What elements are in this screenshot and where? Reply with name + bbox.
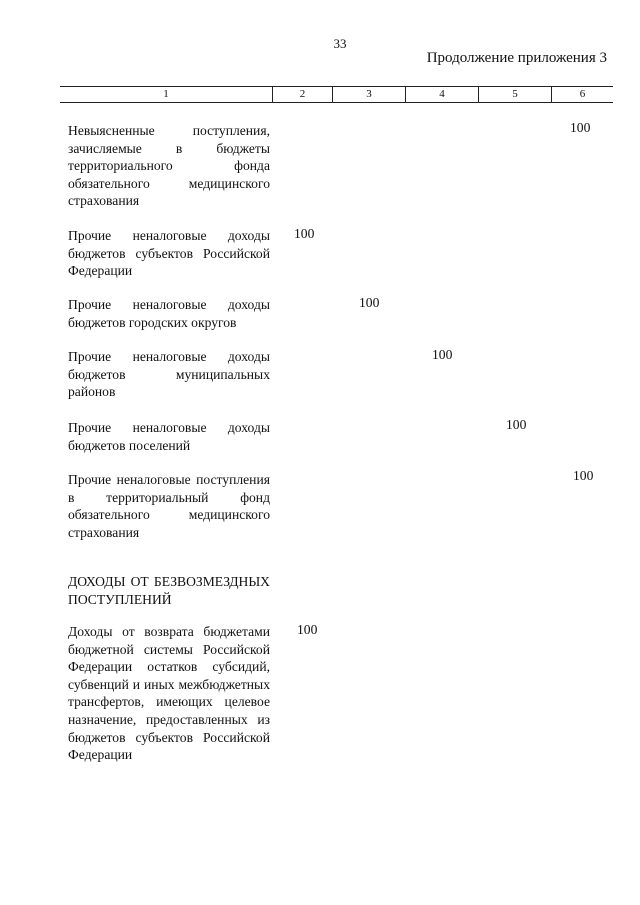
- row-value-col5: 100: [506, 417, 527, 432]
- row-label: Невыясненные поступления, зачисляемые в бюджеты территориального фонда обязательного медицинского страхования: [68, 123, 270, 209]
- column-header-4: 4: [439, 88, 445, 100]
- row-value-col3: 100: [359, 295, 380, 310]
- row-label: Прочие неналоговые поступления в территориальный фонд обязательного медицинского страхования: [68, 472, 270, 540]
- column-header-1: 1: [163, 88, 169, 100]
- row-label: Прочие неналоговые доходы бюджетов городских округов: [68, 297, 270, 330]
- column-header-3: 3: [366, 88, 372, 100]
- column-header-6: 6: [579, 88, 586, 100]
- row-label: Прочие неналоговые доходы бюджетов муниципальных районов: [68, 349, 270, 400]
- column-header-row: [60, 86, 613, 103]
- row-value-col2: 100: [294, 226, 315, 241]
- row-value-col4: 100: [432, 347, 453, 362]
- row-label: Прочие неналоговые доходы бюджетов субъектов Российской Федерации: [68, 228, 270, 279]
- column-header-5: 5: [512, 88, 518, 100]
- row-label: Прочие неналоговые доходы бюджетов поселений: [68, 420, 270, 453]
- row-value-col6: 100: [573, 468, 594, 483]
- row-value-col2: 100: [297, 622, 318, 637]
- continuation-title: Продолжение приложения 3: [426, 50, 607, 66]
- row-value-col6: 100: [570, 120, 591, 135]
- row-label: Доходы от возврата бюджетами бюджетной системы Российской Федерации остатков субсидий, субвенций и иных межбюджетных трансфертов, имеющих целевое назначение, предоставленных из бюджетов субъектов Российской Федерации: [68, 624, 270, 763]
- section-heading: ДОХОДЫ ОТ БЕЗВОЗМЕЗДНЫХ ПОСТУПЛЕНИЙ: [68, 574, 270, 607]
- page-number: 33: [333, 36, 347, 51]
- column-header-2: 2: [299, 88, 306, 100]
